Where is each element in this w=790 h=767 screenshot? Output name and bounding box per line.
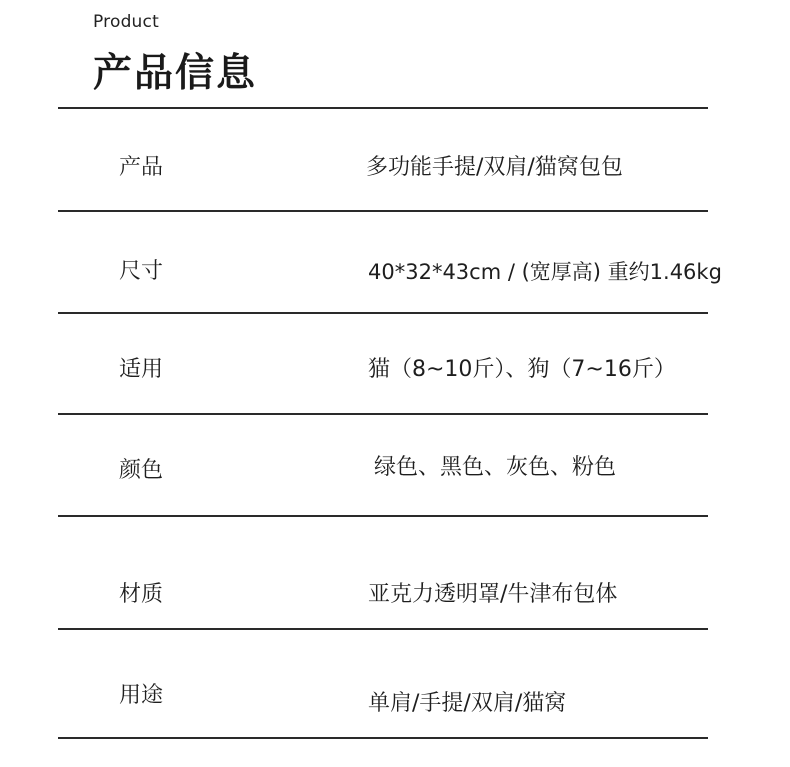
row-value-material: 亚克力透明罩/牛津布包体 (368, 582, 618, 607)
divider (58, 515, 708, 517)
row-label-suitable: 适用 (119, 357, 164, 382)
row-label-material: 材质 (119, 582, 164, 607)
section-title: 产品信息 (93, 51, 258, 96)
divider (58, 628, 708, 630)
divider (58, 210, 708, 212)
row-label-usage: 用途 (119, 683, 164, 708)
divider (58, 737, 708, 739)
divider (58, 312, 708, 314)
divider (58, 413, 708, 415)
divider (58, 107, 708, 109)
row-value-product: 多功能手提/双肩/猫窝包包 (366, 155, 623, 180)
row-label-product: 产品 (119, 155, 164, 180)
section-subtitle: Product (93, 12, 159, 32)
row-value-size: 40*32*43cm / (宽厚高) 重约1.46kg (368, 260, 722, 284)
row-value-usage: 单肩/手提/双肩/猫窝 (368, 691, 567, 716)
row-label-color: 颜色 (119, 458, 164, 483)
row-value-color: 绿色、黑色、灰色、粉色 (374, 455, 617, 480)
row-label-size: 尺寸 (119, 259, 164, 284)
row-value-suitable: 猫（8~10斤）、狗（7~16斤） (368, 357, 676, 382)
